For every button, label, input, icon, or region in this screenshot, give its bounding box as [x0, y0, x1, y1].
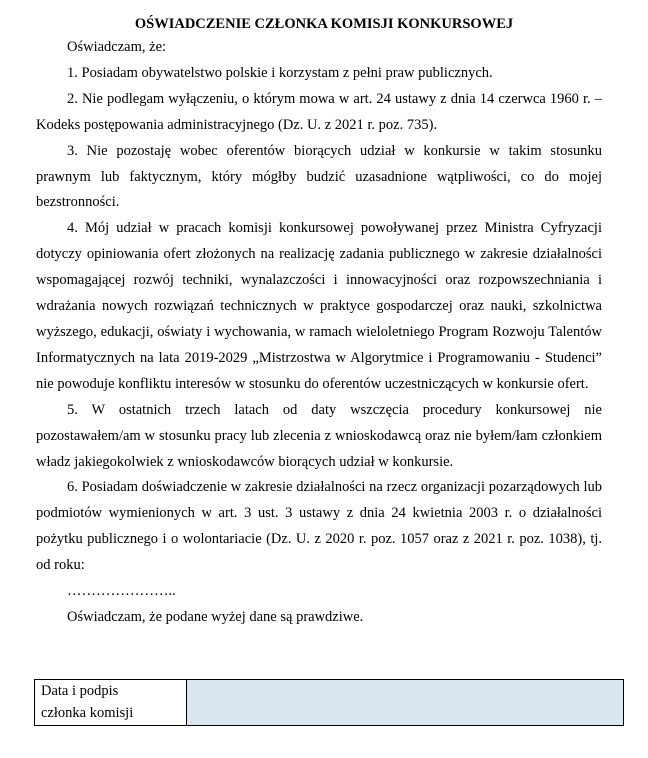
statement-item-4: 4. Mój udział w pracach komisji konkursowej powoływanej przez Ministra Cyfryzacji dotyczy opiniowania ofert złożonych na realizację zadania publicznego w zakresie działalności wspomagającej rozwój techniki, wynalazczości i innowacyjności oraz rozpowszechniania i wdrażania nowych rozwiązań technicznych w praktyce gospodarczej oraz nauki, szkolnictwa wyższego, edukacji, oświaty i wychowania, w ramach wieloletniego Program Rozwoju Talentów Informatycznych na lata 2019-2029 „Mistrzostwa w Algorytmice i Programowaniu - Studenci” nie powoduje konfliktu interesów w stosunku do oferentów uczestniczących w konkursie ofert. [36, 220, 602, 392]
document-title: OŚWIADCZENIE CZŁONKA KOMISJI KONKURSOWEJ [134, 16, 514, 32]
signature-table [34, 679, 624, 726]
statement-item-6: 6. Posiadam doświadczenie w zakresie działalności na rzecz organizacji pozarządowych lub podmiotów wymienionych w art. 3 ust. 3 ustawy z dnia 24 kwietnia 2003 r. o działalności pożytku publicznego i o wolontariacie (Dz. U. z 2020 r. poz. 1057 oraz z 2021 r. poz. 1038), tj. od roku: [36, 479, 602, 574]
signature-label-line-2: członka komisji [41, 705, 134, 721]
closing-statement: Oświadczam, że podane wyżej dane są prawdziwe. [67, 608, 364, 625]
statement-item-3: 3. Nie pozostaję wobec oferentów biorących udział w konkursie w takim stosunku prawnym lub faktycznym, który mógłby budzić uzasadnione wątpliwości, co do mojej bezstronności. [36, 142, 602, 211]
statement-item-1: 1. Posiadam obywatelstwo polskie i korzystam z pełni praw publicznych. [67, 64, 493, 81]
statement-item-2: 2. Nie podlegam wyłączeniu, o którym mowa w art. 24 ustawy z dnia 14 czerwca 1960 r. – Kodeks postępowania administracyjnego (Dz. U. z 2021 r. poz. 735). [36, 90, 602, 133]
year-placeholder[interactable]: ………………….. [67, 583, 176, 600]
signature-label-line-1: Data i podpis [41, 683, 119, 699]
statement-item-5: 5. W ostatnich trzech latach od daty wszczęcia procedury konkursowej nie pozostawałem/am w stosunku pracy lub zlecenia z wnioskodawcą oraz nie byłem/łam członkiem władz jakiegokolwiek z wnioskodawców biorących udział w konkursie. [36, 401, 602, 470]
signature-label [35, 680, 187, 726]
signature-field[interactable] [187, 680, 624, 726]
document-body [36, 35, 602, 631]
intro-text: Oświadczam, że: [67, 39, 167, 55]
